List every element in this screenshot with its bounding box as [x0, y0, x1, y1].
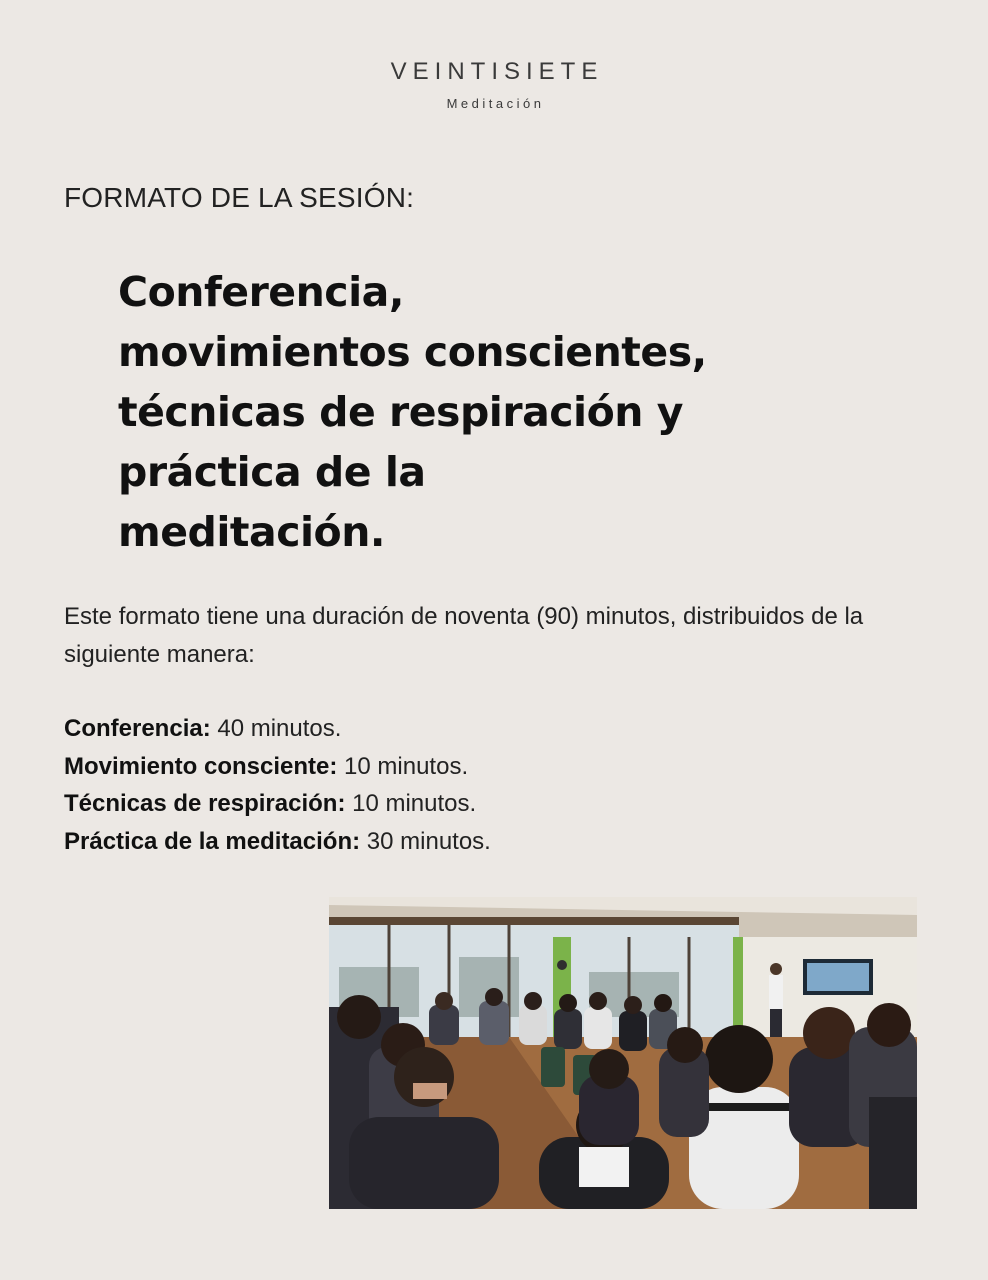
breakdown-value: 10 minutos. [337, 752, 469, 780]
brand-name: VEINTISIETE [390, 58, 604, 85]
headline [118, 262, 738, 562]
headline-line: práctica de la [118, 448, 426, 496]
headline-line: técnicas de respiración y [118, 388, 683, 436]
headline-line: meditación. [118, 508, 385, 556]
breakdown-item-movimiento [64, 748, 924, 786]
brand-subtitle: Meditación [446, 96, 545, 111]
headline-line: movimientos conscientes, [118, 328, 707, 376]
breakdown-label: Movimiento consciente: [64, 752, 338, 780]
breakdown-value: 30 minutos. [360, 827, 491, 855]
brand-header [0, 58, 988, 111]
headline-line: Conferencia, [118, 268, 404, 316]
breakdown-value: 10 minutos. [345, 790, 477, 817]
breakdown-label: Técnicas de respiración: [64, 790, 346, 817]
breakdown-item-conferencia [64, 710, 924, 748]
breakdown-item-meditacion [64, 823, 924, 861]
breakdown-label: Conferencia: [64, 715, 211, 742]
session-photo [329, 897, 917, 1209]
breakdown-label: Práctica de la meditación: [64, 827, 361, 855]
section-label: FORMATO DE LA SESIÓN: [64, 182, 415, 213]
session-photo-illustration [329, 897, 917, 1209]
breakdown-value: 40 minutos. [210, 715, 342, 742]
duration-breakdown [64, 710, 924, 860]
breakdown-item-respiracion [64, 785, 924, 823]
intro-paragraph: Este formato tiene una duración de noventa (90) minutos, distribuidos de la siguiente manera: [64, 603, 864, 668]
